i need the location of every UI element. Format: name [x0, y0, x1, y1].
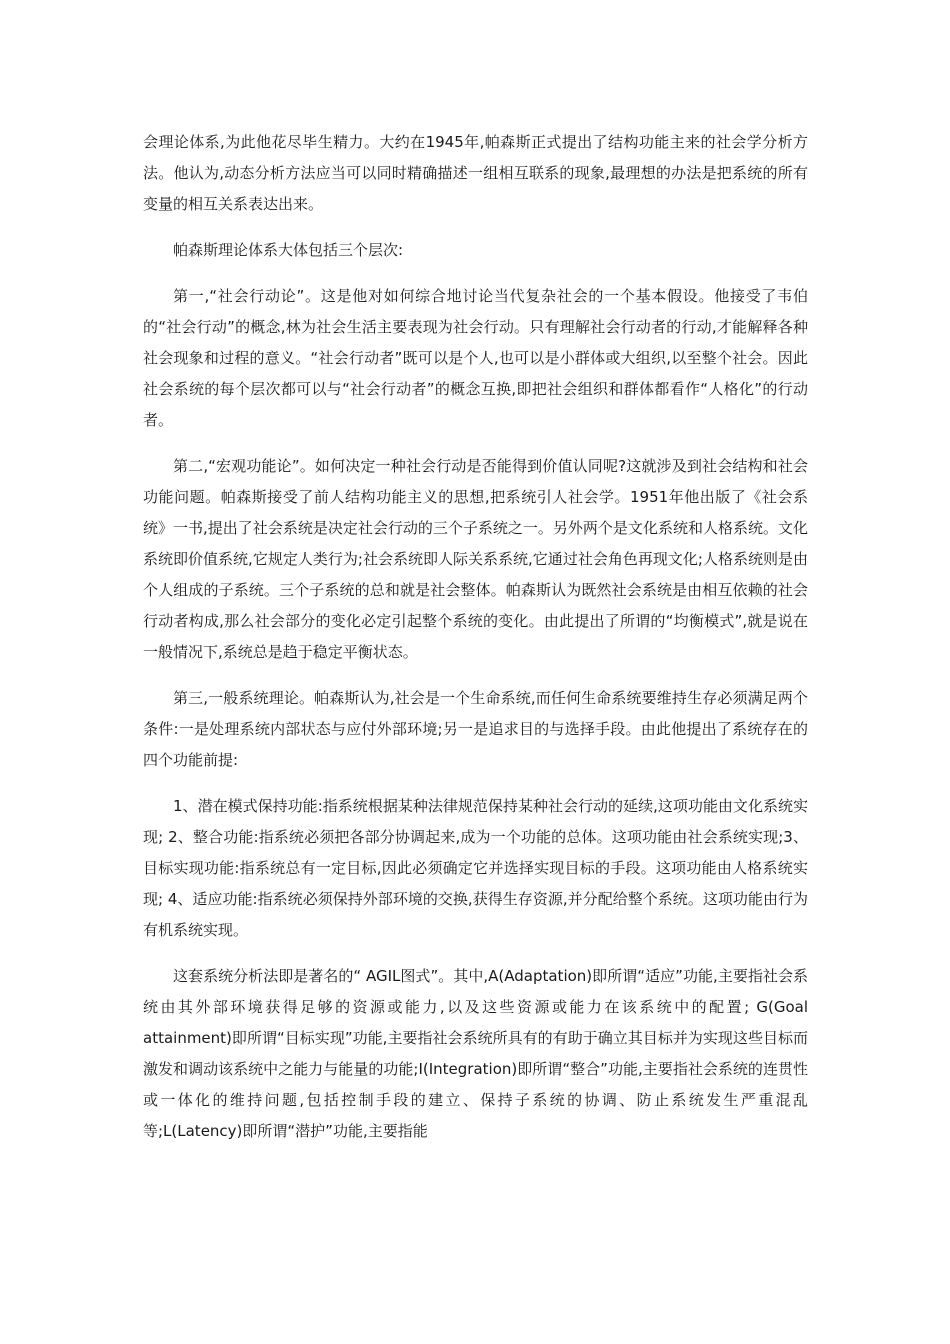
- document-page: [143, 127, 808, 1162]
- paragraph-social-action: 第一,“社会行动论”。这是他对如何综合地讨论当代复杂社会的一个基本假设。他接受了韦伯的“社会行动”的概念,林为社会生活主要表现为社会行动。只有理解社会行动者的行动,才能解释各种社会现象和过程的意义。“社会行动者”既可以是个人,也可以是小群体或大组织,以至整个社会。因此社会系统的每个层次都可以与“社会行动者”的概念互换,即把社会组织和群体都看作“人格化”的行动者。: [143, 287, 808, 429]
- paragraph-four-functions: 1、潜在模式保持功能:指系统根据某种法律规范保持某种社会行动的延续,这项功能由文化系统实现; 2、整合功能:指系统必须把各部分协调起来,成为一个功能的总体。这项功能由社会系统实现;3、目标实现功能:指系统总有一定目标,因此必须确定它并选择实现目标的手段。这项功能由人格系统实现; 4、适应功能:指系统必须保持外部环境的交换,获得生存资源,并分配给整个系统。这项功能由行为有机系统实现。: [143, 797, 808, 939]
- paragraph-agil-scheme: 这套系统分析法即是著名的“ AGIL图式”。其中,A(Adaptation)即所谓“适应”功能,主要指社会系统由其外部环境获得足够的资源或能力,以及这些资源或能力在该系统中的配置; G(Goal attainment)即所谓“目标实现”功能,主要指社会系统所具有的有助于确立其目标并为实现这些目标而激发和调动该系统中之能力与能量的功能;I(Integration)即所谓“整合”功能,主要指社会系统的连贯性或一体化的维持问题,包括控制手段的建立、保持子系统的协调、防止系统发生严重混乱等;L(Latency)即所谓“潜护”功能,主要指能: [143, 967, 808, 1140]
- paragraph-macro-function: 第二,“宏观功能论”。如何决定一种社会行动是否能得到价值认同呢?这就涉及到社会结构和社会功能问题。帕森斯接受了前人结构功能主义的思想,把系统引人社会学。1951年他出版了《社会系统》一书,提出了社会系统是决定社会行动的三个子系统之一。另外两个是文化系统和人格系统。文化系统即价值系统,它规定人类行为;社会系统即人际关系系统,它通过社会角色再现文化;人格系统则是由个人组成的子系统。三个子系统的总和就是社会整体。帕森斯认为既然社会系统是由相互依赖的社会行动者构成,那么社会部分的变化必定引起整个系统的变化。由此提出了所谓的“均衡模式”,就是说在一般情况下,系统总是趋于稳定平衡状态。: [143, 457, 808, 661]
- paragraph-general-system: 第三,一般系统理论。帕森斯认为,社会是一个生命系统,而任何生命系统要维持生存必须满足两个条件:一是处理系统内部状态与应付外部环境;另一是追求目的与选择手段。由此他提出了系统存在的四个功能前提:: [143, 689, 808, 769]
- paragraph-intro-continuation: 会理论体系,为此他花尽毕生精力。大约在1945年,帕森斯正式提出了结构功能主来的社会学分析方法。他认为,动态分析方法应当可以同时精确描述一组相互联系的现象,最理想的办法是把系统的所有变量的相互关系表达出来。: [143, 133, 808, 213]
- paragraph-three-levels: 帕森斯理论体系大体包括三个层次:: [173, 241, 404, 259]
